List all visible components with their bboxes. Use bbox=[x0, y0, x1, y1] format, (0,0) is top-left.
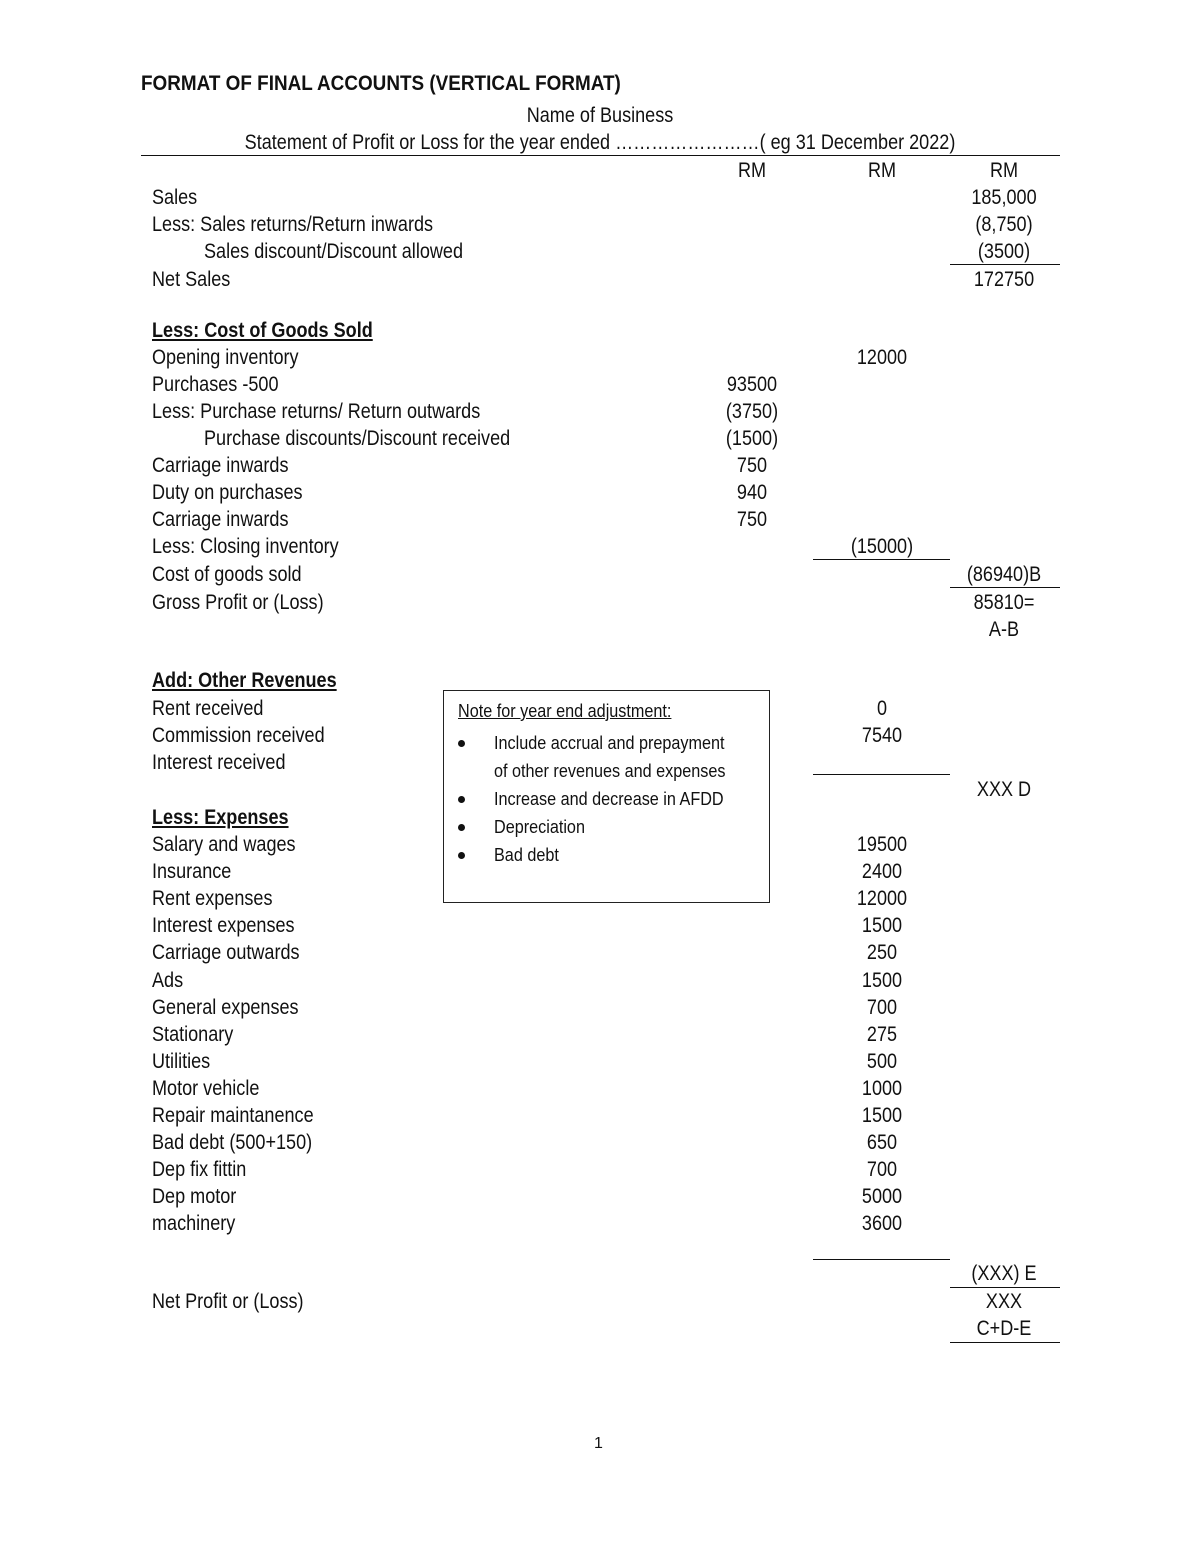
net-profit-formula: C+D-E bbox=[976, 1317, 1032, 1340]
business-name: Name of Business bbox=[526, 104, 674, 127]
carriage-inwards-2-value: 750 bbox=[736, 508, 768, 531]
cost-of-goods-sold-label: Cost of goods sold bbox=[152, 563, 302, 586]
duty-label: Duty on purchases bbox=[152, 481, 303, 504]
expense-value: 650 bbox=[866, 1131, 898, 1154]
sales-value: 185,000 bbox=[971, 186, 1037, 209]
gross-profit-value: 85810= bbox=[973, 591, 1035, 614]
sales-returns-value: (8,750) bbox=[975, 213, 1033, 236]
closing-inventory-label: Less: Closing inventory bbox=[152, 535, 339, 558]
note-item: Depreciation bbox=[454, 813, 751, 841]
note-item: Include accrual and prepayment bbox=[454, 729, 751, 757]
gross-profit-formula: A-B bbox=[988, 618, 1020, 641]
expenses-col3-rule bbox=[950, 1287, 1060, 1288]
sales-subtotal-rule bbox=[950, 264, 1060, 265]
header-rule bbox=[141, 155, 1060, 156]
opening-inventory-label: Opening inventory bbox=[152, 346, 299, 369]
carriage-inwards-label: Carriage inwards bbox=[152, 454, 289, 477]
discount-received-value: (1500) bbox=[725, 427, 779, 450]
expense-label: Motor vehicle bbox=[152, 1077, 260, 1100]
commission-received-label: Commission received bbox=[152, 724, 325, 747]
revenues-col2-rule bbox=[813, 774, 950, 775]
expense-value: 19500 bbox=[856, 833, 908, 856]
discount-allowed-value: (3500) bbox=[977, 240, 1031, 263]
expense-label: Salary and wages bbox=[152, 833, 296, 856]
sales-label: Sales bbox=[152, 186, 198, 209]
expense-value: 500 bbox=[866, 1050, 898, 1073]
expenses-col2-rule bbox=[813, 1259, 950, 1260]
closing-inventory-value: (15000) bbox=[850, 535, 914, 558]
purchases-value: 93500 bbox=[726, 373, 778, 396]
interest-received-label: Interest received bbox=[152, 751, 286, 774]
net-profit-value: XXX bbox=[985, 1290, 1023, 1313]
expense-label: Stationary bbox=[152, 1023, 234, 1046]
expense-value: 700 bbox=[866, 1158, 898, 1181]
carriage-inwards-2-label: Carriage inwards bbox=[152, 508, 289, 531]
bullet-icon bbox=[458, 740, 465, 747]
duty-value: 940 bbox=[736, 481, 768, 504]
expense-label: machinery bbox=[152, 1212, 236, 1235]
statement-title: Statement of Profit or Loss for the year ended ……………………( eg 31 December 2022) bbox=[244, 131, 956, 154]
expense-value: 5000 bbox=[861, 1185, 903, 1208]
expense-value: 700 bbox=[866, 996, 898, 1019]
purchase-returns-label: Less: Purchase returns/ Return outwards bbox=[152, 400, 481, 423]
other-revenues-heading: Add: Other Revenues bbox=[152, 669, 337, 692]
expense-label: Carriage outwards bbox=[152, 941, 300, 964]
document-title: FORMAT OF FINAL ACCOUNTS (VERTICAL FORMAT) bbox=[141, 72, 621, 95]
col2-header: RM bbox=[867, 159, 897, 182]
bullet-icon bbox=[458, 824, 465, 831]
rent-received-label: Rent received bbox=[152, 697, 264, 720]
expense-label: Bad debt (500+150) bbox=[152, 1131, 313, 1154]
gross-profit-label: Gross Profit or (Loss) bbox=[152, 591, 324, 614]
cogs-col3-rule bbox=[950, 587, 1060, 588]
cogs-col2-rule bbox=[813, 559, 950, 560]
expense-label: Utilities bbox=[152, 1050, 211, 1073]
expense-label: Ads bbox=[152, 969, 184, 992]
expense-value: 2400 bbox=[861, 860, 903, 883]
expense-label: Dep motor bbox=[152, 1185, 237, 1208]
expenses-heading: Less: Expenses bbox=[152, 806, 289, 829]
expense-label: Interest expenses bbox=[152, 914, 295, 937]
net-profit-label: Net Profit or (Loss) bbox=[152, 1290, 304, 1313]
purchases-label: Purchases -500 bbox=[152, 373, 279, 396]
expenses-total: (XXX) E bbox=[971, 1262, 1037, 1285]
expense-value: 12000 bbox=[856, 887, 908, 910]
expense-value: 275 bbox=[866, 1023, 898, 1046]
note-item: Increase and decrease in AFDD bbox=[454, 785, 751, 813]
net-profit-rule bbox=[950, 1342, 1060, 1343]
carriage-inwards-value: 750 bbox=[736, 454, 768, 477]
net-sales-value: 172750 bbox=[973, 268, 1035, 291]
expense-value: 3600 bbox=[861, 1212, 903, 1235]
cost-of-goods-sold-value: (86940)B bbox=[966, 563, 1042, 586]
opening-inventory-value: 12000 bbox=[856, 346, 908, 369]
expense-value: 1000 bbox=[861, 1077, 903, 1100]
bullet-icon bbox=[458, 852, 465, 859]
page-number: 1 bbox=[594, 1435, 603, 1452]
cogs-heading: Less: Cost of Goods Sold bbox=[152, 319, 373, 342]
expense-value: 1500 bbox=[861, 914, 903, 937]
note-item-continuation: of other revenues and expenses bbox=[494, 761, 726, 781]
net-sales-label: Net Sales bbox=[152, 268, 231, 291]
col3-header: RM bbox=[989, 159, 1019, 182]
expense-label: Rent expenses bbox=[152, 887, 273, 910]
discount-received-label: Purchase discounts/Discount received bbox=[204, 427, 511, 450]
note-box bbox=[443, 690, 770, 903]
note-item: Bad debt bbox=[454, 841, 751, 869]
other-revenues-total: XXX D bbox=[976, 778, 1032, 801]
col1-header: RM bbox=[737, 159, 767, 182]
expense-label: Insurance bbox=[152, 860, 232, 883]
expense-value: 1500 bbox=[861, 969, 903, 992]
expense-value: 1500 bbox=[861, 1104, 903, 1127]
rent-received-value: 0 bbox=[876, 697, 888, 720]
expense-label: Repair maintanence bbox=[152, 1104, 314, 1127]
discount-allowed-label: Sales discount/Discount allowed bbox=[204, 240, 464, 263]
sales-returns-label: Less: Sales returns/Return inwards bbox=[152, 213, 434, 236]
expense-label: General expenses bbox=[152, 996, 299, 1019]
bullet-icon bbox=[458, 796, 465, 803]
note-list bbox=[454, 729, 751, 869]
note-title: Note for year end adjustment: bbox=[458, 701, 672, 721]
expense-value: 250 bbox=[866, 941, 898, 964]
commission-received-value: 7540 bbox=[861, 724, 903, 747]
expense-label: Dep fix fittin bbox=[152, 1158, 247, 1181]
purchase-returns-value: (3750) bbox=[725, 400, 779, 423]
